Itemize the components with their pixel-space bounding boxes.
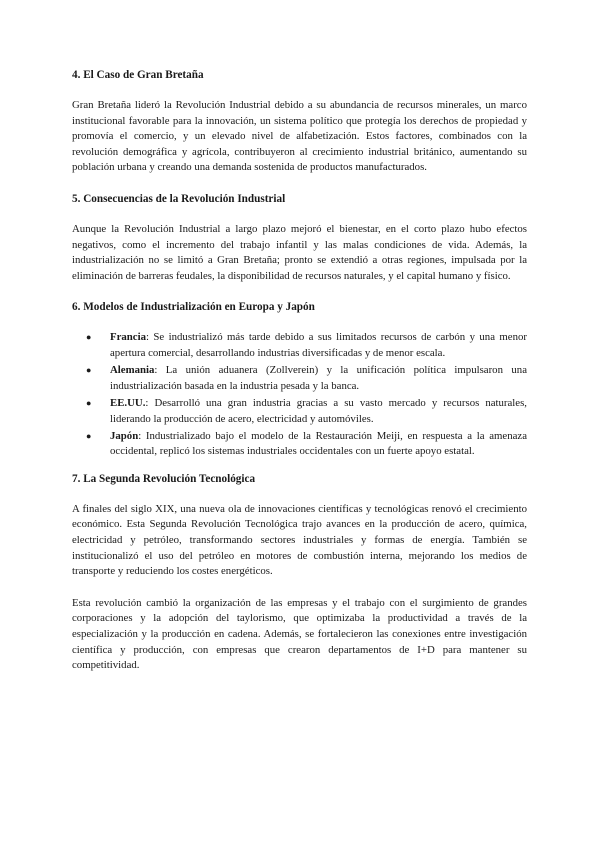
bullet-list: [72, 330, 527, 460]
section-heading: 5. Consecuencias de la Revolución Industrial: [72, 192, 286, 205]
bullet-icon: ●: [86, 365, 92, 376]
paragraph: Gran Bretaña lideró la Revolución Industrial debido a su abundancia de recursos minerales, un marco institucional favorable para la innovación, un sistema político que protegía los derechos de propiedad y promovía el comercio, y un elevado nivel de alfabetización. Estos factores, combinados con la revolución demográfica y agrícola, contribuyeron al crecimiento industrial británico, aumentando su población urbana y creando una demanda sostenida de productos manufacturados.: [72, 99, 527, 174]
list-item: [86, 429, 527, 460]
document-page: [72, 68, 527, 690]
list-item: [86, 363, 527, 394]
bullet-icon: ●: [86, 430, 92, 441]
paragraph: Aunque la Revolución Industrial a largo plazo mejoró el bienestar, en el corto plazo hubo efectos negativos, como el incremento del trabajo infantil y las malas condiciones de vida. Además, la industrialización no se limitó a Gran Bretaña; pronto se extendió a otras regiones, impulsada por la eliminación de barreras feudales, la disponibilidad de recursos naturales, y el capital humano y físico.: [72, 222, 527, 282]
list-item-text: : Se industrializó más tarde debido a sus limitados recursos de carbón y una menor apertura comercial, desarrollando industrias diversificadas y de menor escala.: [110, 331, 527, 359]
list-item-term: Japón: [110, 429, 139, 442]
section-heading: 4. El Caso de Gran Bretaña: [72, 69, 204, 81]
list-item-term: Alemania: [110, 364, 155, 377]
section-consecuencias: [72, 192, 527, 284]
paragraph: A finales del siglo XIX, una nueva ola de innovaciones científicas y tecnológicas renovó el crecimiento económico. Esta Segunda Revolución Tecnológica trajo avances en la producción de acero, química, electricidad y petróleo, transformando sectores industriales y formas de energía. También se institucionalizó el uso del petróleo en motores de combustión interna, mejorando los medios de transporte y reduciendo los costes energéticos.: [72, 502, 527, 578]
section-heading: 7. La Segunda Revolución Tecnológica: [72, 472, 256, 485]
section-segunda-revolucion: [72, 472, 527, 674]
list-item-text: : La unión aduanera (Zollverein) y la unificación política impulsaron una industrialización basada en la industria pesada y la banca.: [110, 364, 527, 392]
list-item-term: Francia: [110, 331, 146, 344]
section-gran-bretana: [72, 68, 527, 176]
section-modelos: [72, 300, 527, 460]
section-heading: 6. Modelos de Industrialización en Europa y Japón: [72, 301, 315, 314]
list-item: [86, 330, 527, 361]
list-item: [86, 396, 527, 427]
list-item-text: : Industrializado bajo el modelo de la Restauración Meiji, en respuesta a la amenaza occidental, replicó los sistemas industriales occidentales con un fuerte apoyo estatal.: [110, 429, 527, 458]
list-item-text: : Desarrolló una gran industria gracias a su vasto mercado y recursos naturales, liderando la producción de acero, electricidad y automóviles.: [110, 396, 527, 425]
bullet-icon: ●: [86, 332, 92, 343]
list-item-term: EE.UU.: [110, 396, 146, 409]
paragraph: Esta revolución cambió la organización de las empresas y el trabajo con el surgimiento de grandes corporaciones y la adopción del taylorismo, que optimizaba la productividad a través de la especialización y la producción en cadena. Además, se fortalecieron las conexiones entre investigación científica y producción, con empresas que crearon departamentos de I+D para mantener su competitividad.: [72, 596, 527, 672]
bullet-icon: ●: [86, 397, 92, 408]
